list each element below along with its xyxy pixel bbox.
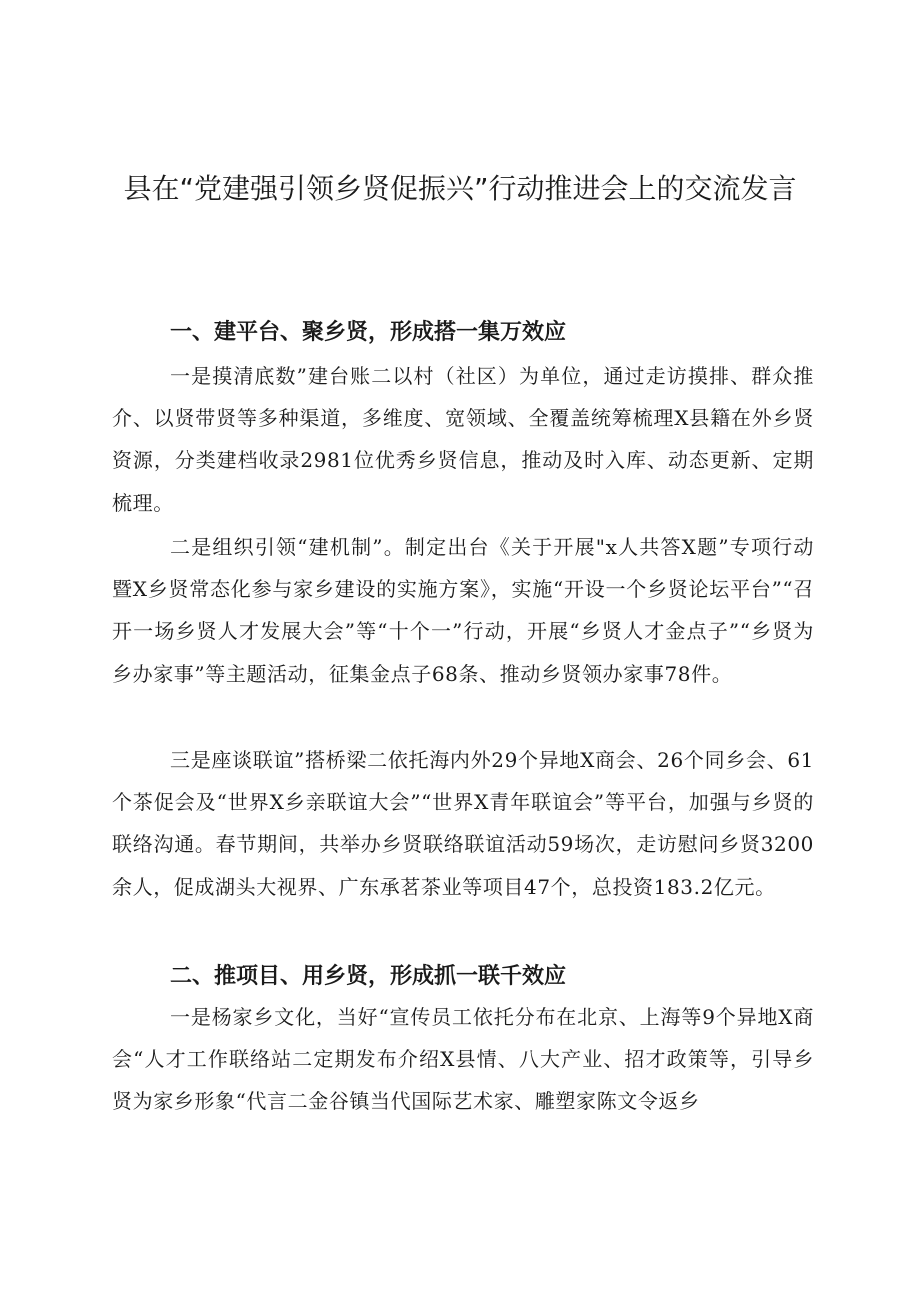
section-1-paragraph-2: 二是组织引领“建机制”。制定出台《关于开展"x人共答X题”专项行动暨X乡贤常态化参与家乡建设的实施方案》，实施“开设一个乡贤论坛平台”“召开一场乡贤人才发展大会”等“十个一”行动，开展“乡贤人才金点子”“乡贤为乡办家事”等主题活动，征集金点子68条、推动乡贤领办家事78件。 [112,535,814,686]
section-1-paragraph-3: 三是座谈联谊”搭桥梁二依托海内外29个异地X商会、26个同乡会、61个茶促会及“世界X乡亲联谊大会”“世界X青年联谊会”等平台，加强与乡贤的联络沟通。春节期间，共举办乡贤联络联谊活动59场次，走访慰问乡贤3200余人，促成湖头大视界、广东承茗茶业等项目47个，总投资183.2亿元。 [112,748,814,899]
document-title: 县在“党建强引领乡贤促振兴”行动推进会上的交流发言 [123,172,797,205]
section-2-heading: 二、推项目、用乡贤，形成抓一联千效应 [170,964,567,989]
section-1-paragraph-1: 一是摸清底数”建台账二以村（社区）为单位，通过走访摸排、群众推介、以贤带贤等多种渠道，多维度、宽领域、全覆盖统筹梳理X县籍在外乡贤资源，分类建档收录2981位优秀乡贤信息，推动及时入库、动态更新、定期梳理。 [112,364,814,515]
section-2-paragraph-1: 一是杨家乡文化，当好“宣传员工依托分布在北京、上海等9个异地X商会“人才工作联络站二定期发布介绍X县情、八大产业、招才政策等，引导乡贤为家乡形象“代言二金谷镇当代国际艺术家、雕塑家陈文令返乡 [112,1005,814,1114]
section-1-heading: 一、建平台、聚乡贤，形成搭一集万效应 [170,320,567,345]
